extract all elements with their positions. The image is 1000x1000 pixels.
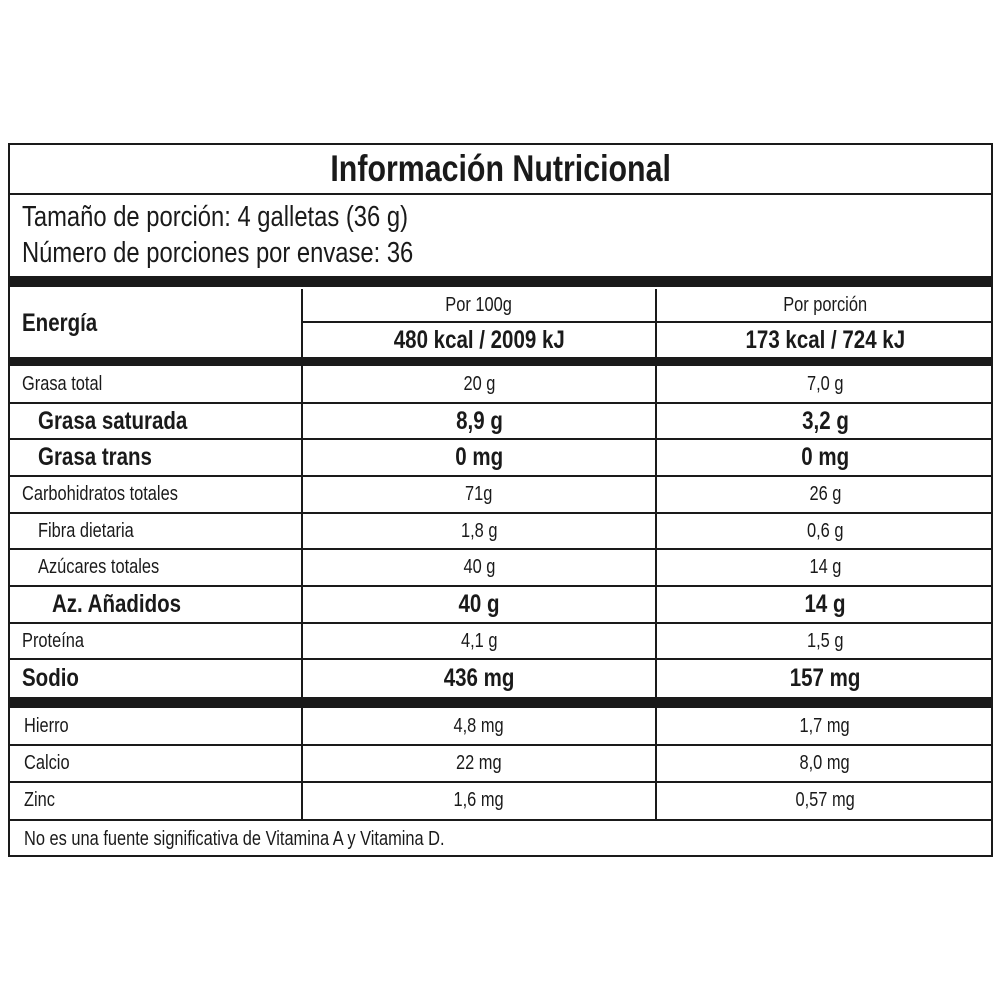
label-title [10,145,991,193]
column-divider-2-minerals [655,708,657,819]
thick-divider-top [10,276,991,287]
mineral-zinc-label: Zinc [24,789,55,811]
mineral-calcio-per-portion: 8,0 mg [799,752,851,774]
mineral-calcio-label: Calcio [24,752,70,774]
nutrient-azucares-totales-label: Azúcares totales [38,556,160,578]
title-divider [10,193,991,195]
mineral-zinc-per-portion: 0,57 mg [795,789,855,811]
servings-per-container: Número de porciones por envase: 36 [22,236,414,269]
column-divider-1-nutrients [301,366,303,697]
nutrient-azucares-totales-per-portion: 14 g [809,556,841,578]
nutrient-carbohidratos-totales-label: Carbohidratos totales [22,483,178,505]
nutrient-sodio-per-portion: 157 mg [789,663,861,692]
nutrient-grasa-trans-label: Grasa trans [38,443,152,471]
nutrient-proteina-per-portion: 1,5 g [806,629,844,652]
nutrition-facts-label [8,143,993,857]
nutrient-grasa-trans-per-100g: 0 mg [455,443,503,471]
column-header-per-100g: Por 100g [445,293,513,316]
mineral-calcio-per-100g: 22 mg [456,752,502,774]
footnote: No es una fuente significativa de Vitamina A y Vitamina D. [24,827,445,850]
nutrient-az-anadidos-label: Az. Añadidos [52,590,182,618]
nutrient-proteina-label: Proteína [22,629,84,652]
mineral-zinc-per-100g: 1,6 mg [453,789,505,811]
energy-per-100g: 480 kcal / 2009 kJ [393,325,565,354]
column-divider-1-minerals [301,708,303,819]
energy-label: Energía [22,308,98,337]
energy-per-portion: 173 kcal / 724 kJ [745,325,905,354]
nutrient-fibra-dietaria-label: Fibra dietaria [38,519,134,542]
nutrient-grasa-total-per-100g: 20 g [463,373,495,395]
nutrient-grasa-saturada-per-portion: 3,2 g [801,406,849,435]
mineral-hierro-per-100g: 4,8 mg [453,715,505,737]
serving-size: Tamaño de porción: 4 galletas (36 g) [22,200,409,233]
nutrient-sodio-per-100g: 436 mg [443,663,515,692]
nutrient-grasa-saturada-label: Grasa saturada [38,406,188,435]
column-divider-1-header [301,289,303,357]
nutrient-az-anadidos-per-portion: 14 g [804,590,846,618]
nutrient-grasa-total-per-portion: 7,0 g [806,373,844,395]
thick-divider-energy [10,357,991,366]
label-title-text: Información Nutricional [330,148,671,189]
nutrient-grasa-trans-per-portion: 0 mg [801,443,849,471]
nutrient-carbohidratos-totales-per-portion: 26 g [809,483,841,505]
nutrient-carbohidratos-totales-per-100g: 71g [465,483,493,505]
thick-divider-minerals [10,697,991,708]
nutrient-fibra-dietaria-per-portion: 0,6 g [806,519,844,542]
nutrient-az-anadidos-per-100g: 40 g [458,590,500,618]
column-divider-2-nutrients [655,366,657,697]
mineral-hierro-per-portion: 1,7 mg [799,715,851,737]
nutrient-proteina-per-100g: 4,1 g [460,629,498,652]
mineral-hierro-label: Hierro [24,715,69,737]
column-divider-2-header [655,289,657,357]
nutrient-grasa-saturada-per-100g: 8,9 g [455,406,503,435]
nutrient-azucares-totales-per-100g: 40 g [463,556,495,578]
nutrient-sodio-label: Sodio [22,663,79,692]
nutrient-fibra-dietaria-per-100g: 1,8 g [460,519,498,542]
nutrient-grasa-total-label: Grasa total [22,373,103,395]
column-header-per-portion: Por porción [783,293,867,316]
